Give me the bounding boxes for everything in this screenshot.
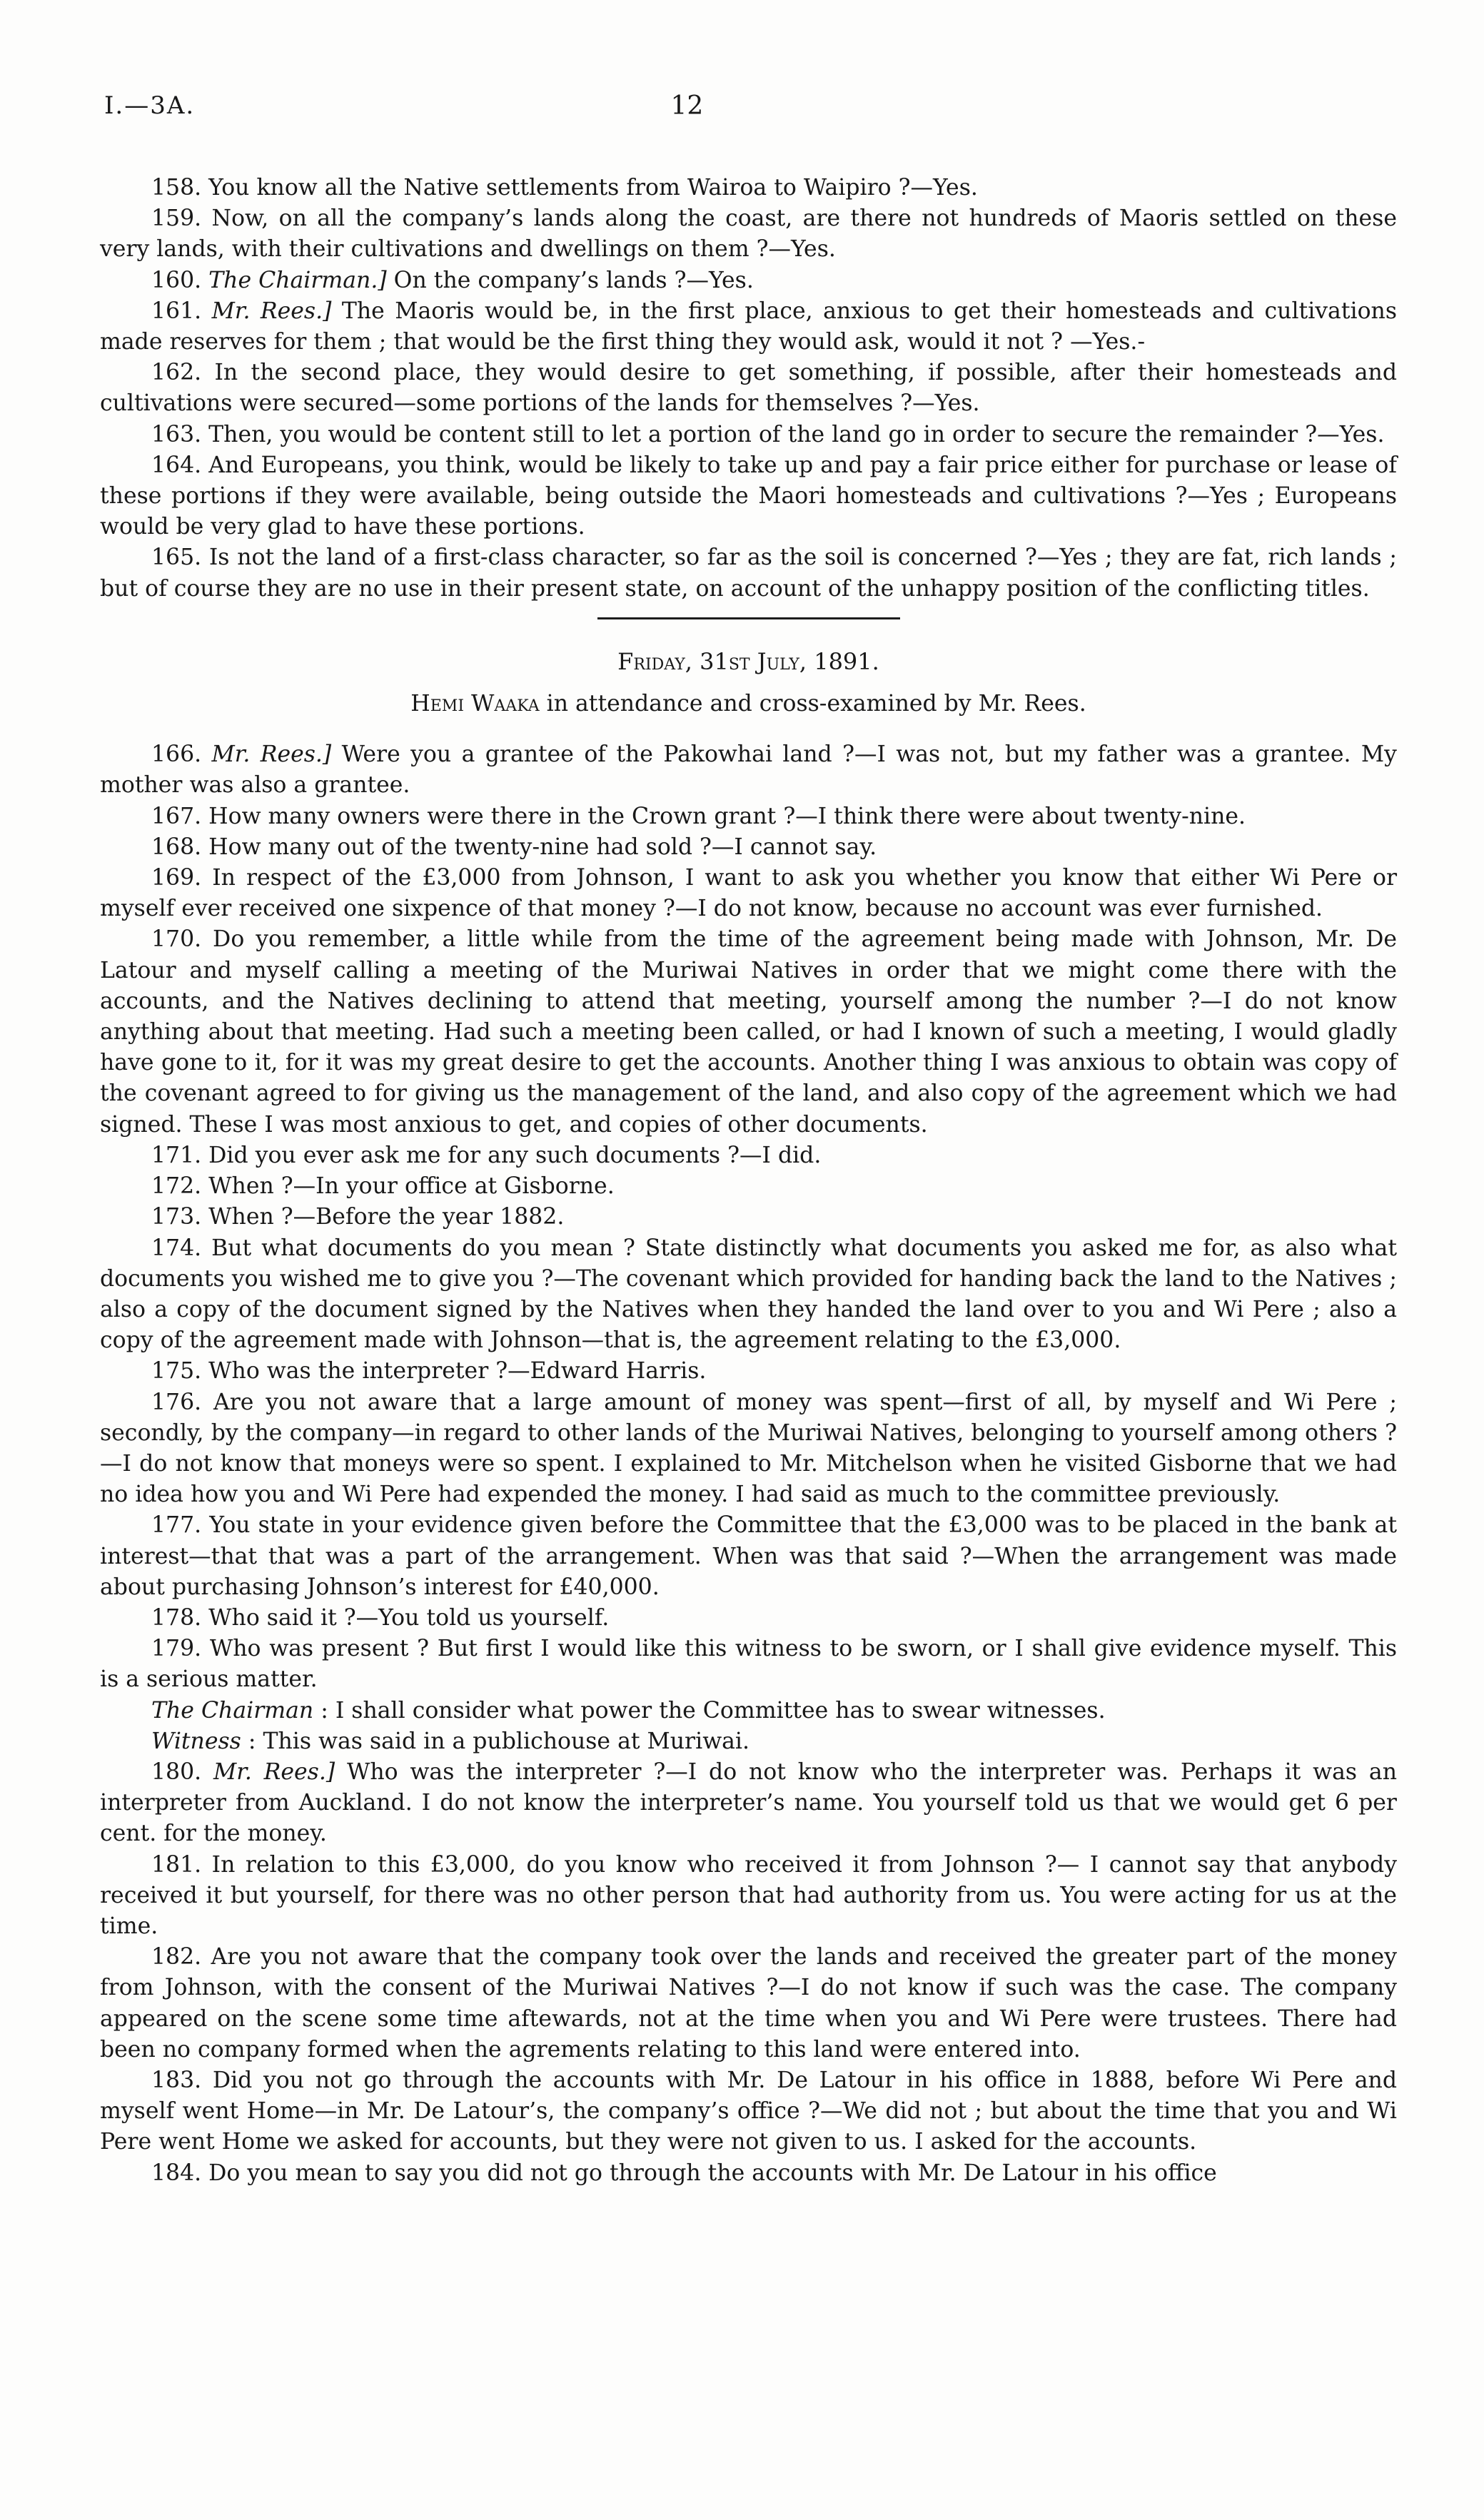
text-run: 169. In respect of the £3,000 from Johnson, I want to ask you whether you know that either Wi Pere or myself ever received one sixpence of that money ?—I do not know, because no account was ever furnished.: [100, 865, 1397, 922]
qa-paragraph: [100, 296, 1397, 358]
speaker-name: Mr. Rees.]: [211, 742, 332, 768]
text-run: : I shall consider what power the Committee has to swear witnesses.: [313, 1697, 1106, 1724]
smallcaps-text: Friday, 31st July, 1891.: [617, 647, 879, 675]
heading-paragraph: [100, 647, 1397, 677]
text-run: 161.: [151, 298, 212, 324]
speaker-name: Mr. Rees.]: [213, 1759, 335, 1785]
qa-paragraph: [100, 358, 1397, 419]
qa-paragraph: [100, 1942, 1397, 2065]
text-run: 181. In relation to this £3,000, do you know who received it from Johnson ?— I cannot say that anybody received it but yourself, for there was no other person that had authority from us. You were acting for us at the time.: [100, 1851, 1397, 1939]
speaker-name: Witness: [151, 1728, 241, 1754]
speaker-paragraph: [100, 1726, 1397, 1757]
qa-paragraph: [100, 1850, 1397, 1943]
text-run: 163. Then, you would be content still to let a portion of the land go in order to secure the remainder ?—Yes.: [151, 421, 1385, 447]
qa-paragraph: [100, 1356, 1397, 1387]
smallcaps-text: Hemi Waaka: [410, 691, 540, 717]
text-run: Who was the interpreter ?—I do not know who the interpreter was. Perhaps it was an interpreter from Auckland. I do not know the interpreter’s name. You yourself told us that we would get 6 per cent. for the money.: [100, 1759, 1397, 1847]
qa-paragraph: [100, 1171, 1397, 1202]
text-run: 171. Did you ever ask me for any such documents ?—I did.: [151, 1142, 822, 1168]
text-run: 160.: [151, 267, 209, 293]
qa-paragraph: [100, 832, 1397, 863]
text-run: 183. Did you not go through the accounts with Mr. De Latour in his office in 1888, before Wi Pere and myself went Home—in Mr. De Latour’s, the company’s office ?—We did not ; but about the time that you and Wi Pere went Home we asked for accounts, but they were not given to us. I asked for the accounts.: [100, 2067, 1397, 2155]
qa-paragraph: [100, 1510, 1397, 1603]
text-run: 162. In the second place, they would desire to get something, if possible, after their homesteads and cultivations were secured—some portions of the lands for themselves ?—Yes.: [100, 360, 1397, 417]
qa-paragraph: [100, 863, 1397, 924]
text-run: 177. You state in your evidence given before the Committee that the £3,000 was to be placed in the bank at interest—that that was a part of the arrangement. When was that said ?—When the arrangement was made about purchasing Johnson’s interest for £40,000.: [100, 1512, 1397, 1600]
text-run: On the company’s lands ?—Yes.: [386, 267, 754, 293]
text-run: 170. Do you remember, a little while from the time of the agreement being made with Johnson, Mr. De Latour and myself calling a meeting of the Muriwai Natives in order that we might come there with the accounts, and the Natives declining to attend that meeting, yourself among the number ?—I do not know anything about that meeting. Had such a meeting been called, or had I known of such a meeting, I would gladly have gone to it, for it was my great desire to get the accounts. Another thing I was anxious to obtain was copy of the covenant agreed to for giving us the management of the land, and also copy of the agreement which we had signed. These I was most anxious to get, and copies of other documents.: [100, 926, 1397, 1138]
qa-paragraph: [100, 1202, 1397, 1233]
qa-paragraph: [100, 801, 1397, 832]
text-run: 168. How many out of the twenty-nine had sold ?—I cannot say.: [151, 834, 877, 860]
qa-paragraph: [100, 1603, 1397, 1634]
qa-paragraph: [100, 739, 1397, 801]
page-content: [100, 91, 1397, 2189]
text-run: 180.: [151, 1759, 213, 1785]
speaker-name: Mr. Rees.]: [211, 298, 332, 324]
text-run: 166.: [151, 742, 212, 768]
text-run: 172. When ?—In your office at Gisborne.: [151, 1173, 615, 1200]
qa-paragraph: [100, 420, 1397, 450]
qa-paragraph: [100, 542, 1397, 604]
speaker-paragraph: [100, 1696, 1397, 1726]
text-run: 179. Who was present ? But first I would like this witness to be sworn, or I shall give evidence myself. This is a serious matter.: [100, 1636, 1397, 1693]
text-run: 165. Is not the land of a first-class character, so far as the soil is concerned ?—Yes ; they are fat, rich lands ; but of course they are no use in their present state, on account of the unhappy position of the conflicting titles.: [100, 545, 1397, 602]
text-run: 175. Who was the interpreter ?—Edward Harris.: [151, 1358, 707, 1385]
qa-paragraph: [100, 1140, 1397, 1171]
text-run: The Maoris would be, in the first place, anxious to get their homesteads and cultivations made reserves for them ; that would be the first thing they would ask, would it not ? —Yes.-: [100, 298, 1397, 355]
text-run: 184. Do you mean to say you did not go through the accounts with Mr. De Latour in his office: [151, 2160, 1217, 2186]
text-run: Were you a grantee of the Pakowhai land ?—I was not, but my father was a grantee. My mother was also a grantee.: [100, 742, 1397, 799]
section-divider: [597, 617, 900, 619]
qa-paragraph: [100, 1387, 1397, 1511]
text-run: : This was said in a publichouse at Muriwai.: [241, 1728, 750, 1754]
text-run: 173. When ?—Before the year 1882.: [151, 1204, 565, 1230]
text-run: 174. But what documents do you mean ? State distinctly what documents you asked me for, as also what documents you wished me to give you ?—The covenant which provided for handing back the land to the Natives ; also a copy of the document signed by the Natives when they handed the land over to you and Wi Pere ; also a copy of the agreement made with Johnson—that is, the agreement relating to the £3,000.: [100, 1235, 1397, 1354]
page-number: 12: [670, 91, 704, 121]
document-body: [100, 173, 1397, 2189]
qa-paragraph: [100, 203, 1397, 265]
text-run: 167. How many owners were there in the Crown grant ?—I think there were about twenty-nine.: [151, 803, 1246, 829]
text-run: in attendance and cross-examined by Mr. Rees.: [539, 691, 1086, 717]
text-run: 158. You know all the Native settlements from Wairoa to Waipiro ?—Yes.: [151, 175, 978, 201]
qa-paragraph: [100, 2065, 1397, 2158]
text-run: 159. Now, on all the company’s lands along the coast, are there not hundreds of Maoris settled on these very lands, with their cultivations and dwellings on them ?—Yes.: [100, 206, 1397, 263]
speaker-name: The Chairman: [151, 1697, 314, 1724]
text-run: 164. And Europeans, you think, would be likely to take up and pay a fair price either for purchase or lease of these portions if they were available, being outside the Maori homesteads and cultivations ?—Yes ; Europeans would be very glad to have these portions.: [100, 452, 1397, 540]
qa-paragraph: [100, 173, 1397, 203]
qa-paragraph: [100, 450, 1397, 543]
document-reference: I.—3A.: [104, 91, 196, 120]
qa-paragraph: [100, 2158, 1397, 2189]
text-run: 182. Are you not aware that the company took over the lands and received the greater part of the money from Johnson, with the consent of the Muriwai Natives ?—I do not know if such was the case. The company appeared on the scene some time aftewards, not at the time when you and Wi Pere were trustees. There had been no company formed when the agrements relating to this land were entered into.: [100, 1944, 1397, 2063]
text-run: 176. Are you not aware that a large amount of money was spent—first of all, by myself and Wi Pere ; secondly, by the company—in regard to other lands of the Muriwai Natives, belonging to yourself among others ?—I do not know that moneys were so spent. I explained to Mr. Mitchelson when he visited Gisborne that we had no idea how you and Wi Pere had expended the money. I had said as much to the committee previously.: [100, 1389, 1397, 1508]
text-run: 178. Who said it ?—You told us yourself.: [151, 1604, 610, 1631]
qa-paragraph: [100, 1233, 1397, 1357]
qa-paragraph: [100, 265, 1397, 296]
qa-paragraph: [100, 1634, 1397, 1695]
speaker-name: The Chairman.]: [208, 267, 387, 293]
qa-paragraph: [100, 1757, 1397, 1850]
page-header: [100, 91, 1397, 130]
subheading-paragraph: [100, 689, 1397, 719]
qa-paragraph: [100, 924, 1397, 1140]
